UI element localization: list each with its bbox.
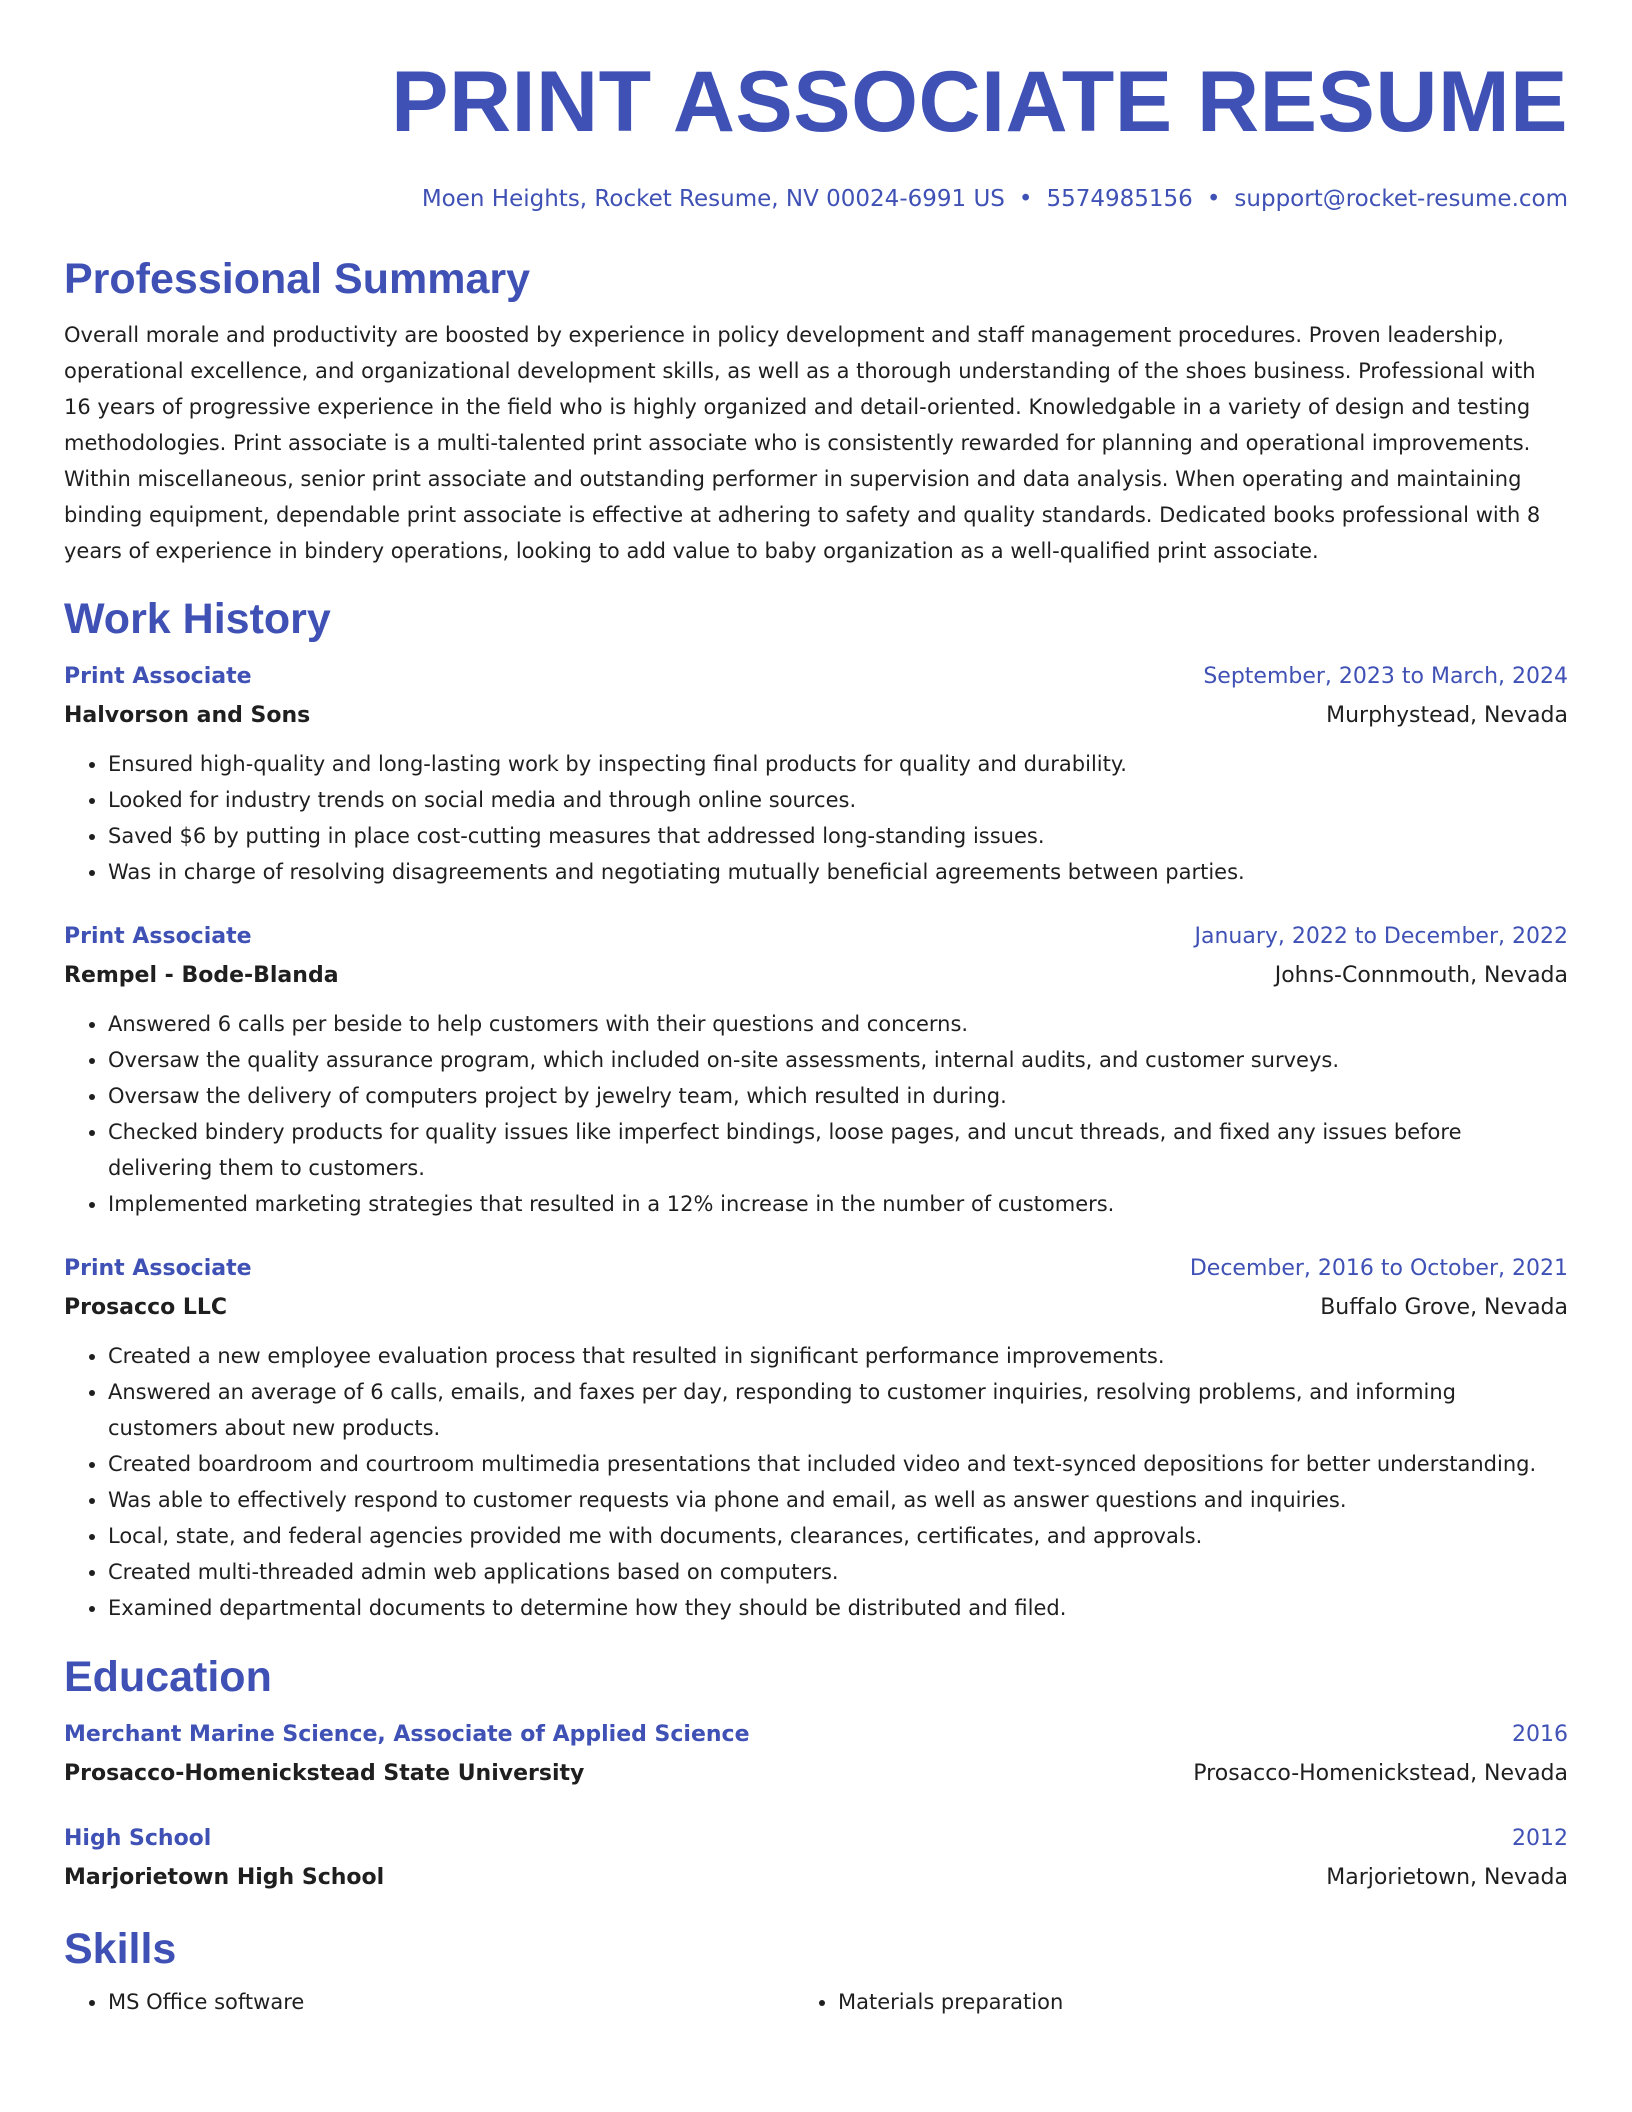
job-location: Murphystead, Nevada (1326, 703, 1568, 728)
job-bullet: • Created boardroom and courtroom multimedia presentations that included video and text-synced depositions for better understanding. (108, 1446, 1568, 1482)
education-school: Marjorietown High School (64, 1865, 385, 1890)
education-year: 2012 (1512, 1826, 1568, 1851)
job-entry (64, 1250, 1568, 1626)
skills-list (64, 1984, 1568, 2020)
education-section (64, 1652, 1568, 1898)
education-entry (64, 1820, 1568, 1898)
job-bullet: • Answered an average of 6 calls, emails, and faxes per day, responding to customer inquiries, resolving problems, and informing customers about new products. (108, 1374, 1568, 1446)
job-company: Rempel - Bode-Blanda (64, 963, 339, 988)
summary-section (64, 254, 1568, 569)
job-bullet: • Oversaw the delivery of computers project by jewelry team, which resulted in during. (108, 1078, 1568, 1114)
summary-text: Overall morale and productivity are boosted by experience in policy development and staff management procedures. Proven leadership, operational excellence, and organizational development skills, as well as a thorough understanding of the shoes business. Professional with 16 years of progressive experience in the field who is highly organized and detail-oriented. Knowledgable in a variety of design and testing methodologies. Print associate is a multi-talented print associate who is consistently rewarded for planning and operational improvements. Within miscellaneous, senior print associate and outstanding performer in supervision and data analysis. When operating and maintaining binding equipment, dependable print associate is effective at adhering to safety and quality standards. Dedicated books professional with 8 years of experience in bindery operations, looking to add value to baby organization as a well-qualified print associate. (64, 323, 1541, 563)
contact-separator: • (1018, 186, 1033, 212)
education-location: Marjorietown, Nevada (1326, 1865, 1568, 1890)
job-dates: December, 2016 to October, 2021 (1189, 1256, 1568, 1281)
job-bullet: • Was able to effectively respond to customer requests via phone and email, as well as answer questions and inquiries. (108, 1482, 1568, 1518)
work-history-section (64, 594, 1568, 1626)
education-entry (64, 1716, 1568, 1794)
section-heading-skills: Skills (64, 1925, 177, 1973)
job-bullet: • Saved $6 by putting in place cost-cutting measures that addressed long-standing issues. (108, 818, 1568, 854)
education-degree: Merchant Marine Science, Associate of Applied Science (64, 1722, 750, 1747)
resume-title: PRINT ASSOCIATE RESUME (391, 54, 1568, 150)
job-bullets (64, 746, 1568, 890)
job-location: Johns-Connmouth, Nevada (1274, 963, 1568, 988)
education-school: Prosacco-Homenickstead State University (64, 1761, 585, 1786)
job-bullet: • Checked bindery products for quality issues like imperfect bindings, loose pages, and uncut threads, and fixed any issues before delivering them to customers. (108, 1114, 1568, 1186)
job-entry (64, 918, 1568, 1222)
contact-separator: • (1206, 186, 1221, 212)
education-degree: High School (64, 1826, 212, 1851)
job-company: Halvorson and Sons (64, 703, 311, 728)
job-bullet: • Examined departmental documents to determine how they should be distributed and filed. (108, 1590, 1568, 1626)
contact-line (64, 184, 1568, 214)
section-heading-education: Education (64, 1653, 272, 1701)
resume-page (64, 48, 1568, 2020)
contact-address: Moen Heights, Rocket Resume, NV 00024-6991 US (421, 186, 1005, 212)
job-bullets (64, 1006, 1568, 1222)
contact-phone: 5574985156 (1046, 186, 1193, 212)
section-heading-summary: Professional Summary (64, 255, 531, 303)
education-year: 2016 (1512, 1722, 1568, 1747)
job-title: Print Associate (64, 924, 252, 949)
job-bullet: • Implemented marketing strategies that resulted in a 12% increase in the number of customers. (108, 1186, 1568, 1222)
education-location: Prosacco-Homenickstead, Nevada (1193, 1761, 1568, 1786)
job-bullet: • Oversaw the quality assurance program, which included on-site assessments, internal audits, and customer surveys. (108, 1042, 1568, 1078)
job-bullet: • Ensured high-quality and long-lasting work by inspecting final products for quality and durability. (108, 746, 1568, 782)
job-bullet: • Answered 6 calls per beside to help customers with their questions and concerns. (108, 1006, 1568, 1042)
job-bullet: • Created multi-threaded admin web applications based on computers. (108, 1554, 1568, 1590)
job-dates: September, 2023 to March, 2024 (1203, 664, 1568, 689)
skills-section (64, 1924, 1568, 2020)
job-bullet: • Local, state, and federal agencies provided me with documents, clearances, certificates, and approvals. (108, 1518, 1568, 1554)
section-heading-work-history: Work History (64, 595, 331, 643)
job-bullet: • Looked for industry trends on social media and through online sources. (108, 782, 1568, 818)
job-bullet: • Was in charge of resolving disagreements and negotiating mutually beneficial agreements between parties. (108, 854, 1568, 890)
job-bullet: • Created a new employee evaluation process that resulted in significant performance improvements. (108, 1338, 1568, 1374)
skill-item: • MS Office software (108, 1984, 838, 2020)
job-title: Print Associate (64, 664, 252, 689)
contact-email[interactable]: support@rocket-resume.com (1234, 186, 1568, 212)
job-title: Print Associate (64, 1256, 252, 1281)
job-dates: January, 2022 to December, 2022 (1194, 924, 1568, 949)
job-location: Buffalo Grove, Nevada (1320, 1295, 1568, 1320)
job-bullets (64, 1338, 1568, 1626)
skill-item: • Materials preparation (838, 1984, 1568, 2020)
job-company: Prosacco LLC (64, 1295, 228, 1320)
job-entry (64, 658, 1568, 890)
